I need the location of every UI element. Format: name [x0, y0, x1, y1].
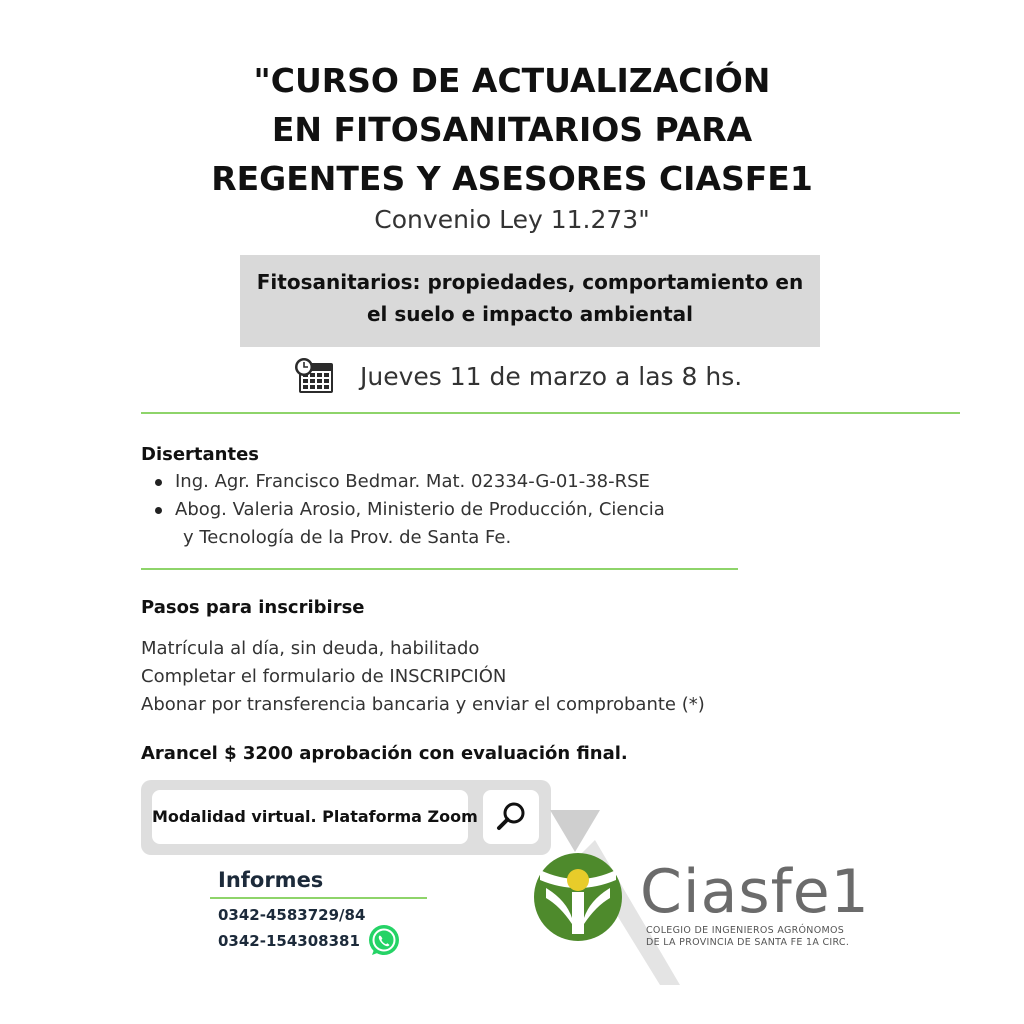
informes-heading: Informes	[218, 868, 324, 892]
title-line-3: REGENTES Y ASESORES CIASFE1	[211, 159, 813, 198]
bullet	[155, 507, 162, 514]
speaker-2: Abog. Valeria Arosio, Ministerio de Producción, Ciencia	[175, 499, 665, 520]
logo-wordmark: Ciasfe1	[640, 857, 870, 927]
logo-subtitle-2: DE LA PROVINCIA DE SANTA FE 1A CIRC.	[646, 937, 850, 948]
phone-2: 0342-154308381	[218, 932, 360, 950]
step-2: Completar el formulario de INSCRIPCIÓN	[141, 666, 507, 687]
divider	[141, 412, 960, 414]
step-1: Matrícula al día, sin deuda, habilitado	[141, 638, 480, 659]
divider	[210, 897, 427, 899]
speaker-2-cont: y Tecnología de la Prov. de Santa Fe.	[183, 527, 512, 548]
page-title	[0, 56, 1024, 203]
step-3: Abonar por transferencia bancaria y enviar el comprobante (*)	[141, 694, 705, 715]
list-item	[141, 468, 665, 496]
modality-label: Modalidad virtual. Plataforma Zoom	[152, 807, 478, 826]
divider	[141, 568, 738, 570]
title-line-1: "CURSO DE ACTUALIZACIÓN	[253, 61, 771, 100]
whatsapp-icon[interactable]	[366, 923, 402, 959]
list-item	[141, 524, 665, 552]
topic-line-1: Fitosanitarios: propiedades, comportamiento en	[256, 270, 804, 294]
topic-line-2: el suelo e impacto ambiental	[366, 302, 694, 326]
event-date: Jueves 11 de marzo a las 8 hs.	[360, 362, 743, 391]
title-line-2: EN FITOSANITARIOS PARA	[271, 110, 753, 149]
subtitle: Convenio Ley 11.273"	[374, 205, 650, 234]
fee-text: Arancel $ 3200 aprobación con evaluación final.	[141, 743, 628, 764]
calendar-clock-icon	[293, 357, 335, 395]
bullet	[155, 479, 162, 486]
steps-list	[141, 635, 705, 719]
list-item	[141, 496, 665, 524]
topic-text	[240, 266, 820, 330]
steps-heading: Pasos para inscribirse	[141, 597, 365, 618]
phone-1: 0342-4583729/84	[218, 906, 366, 924]
speakers-heading: Disertantes	[141, 444, 260, 465]
speaker-1: Ing. Agr. Francisco Bedmar. Mat. 02334-G-01-38-RSE	[175, 471, 650, 492]
speakers-list	[141, 468, 665, 552]
logo-subtitle-1: COLEGIO DE INGENIEROS AGRÓNOMOS	[646, 925, 845, 936]
